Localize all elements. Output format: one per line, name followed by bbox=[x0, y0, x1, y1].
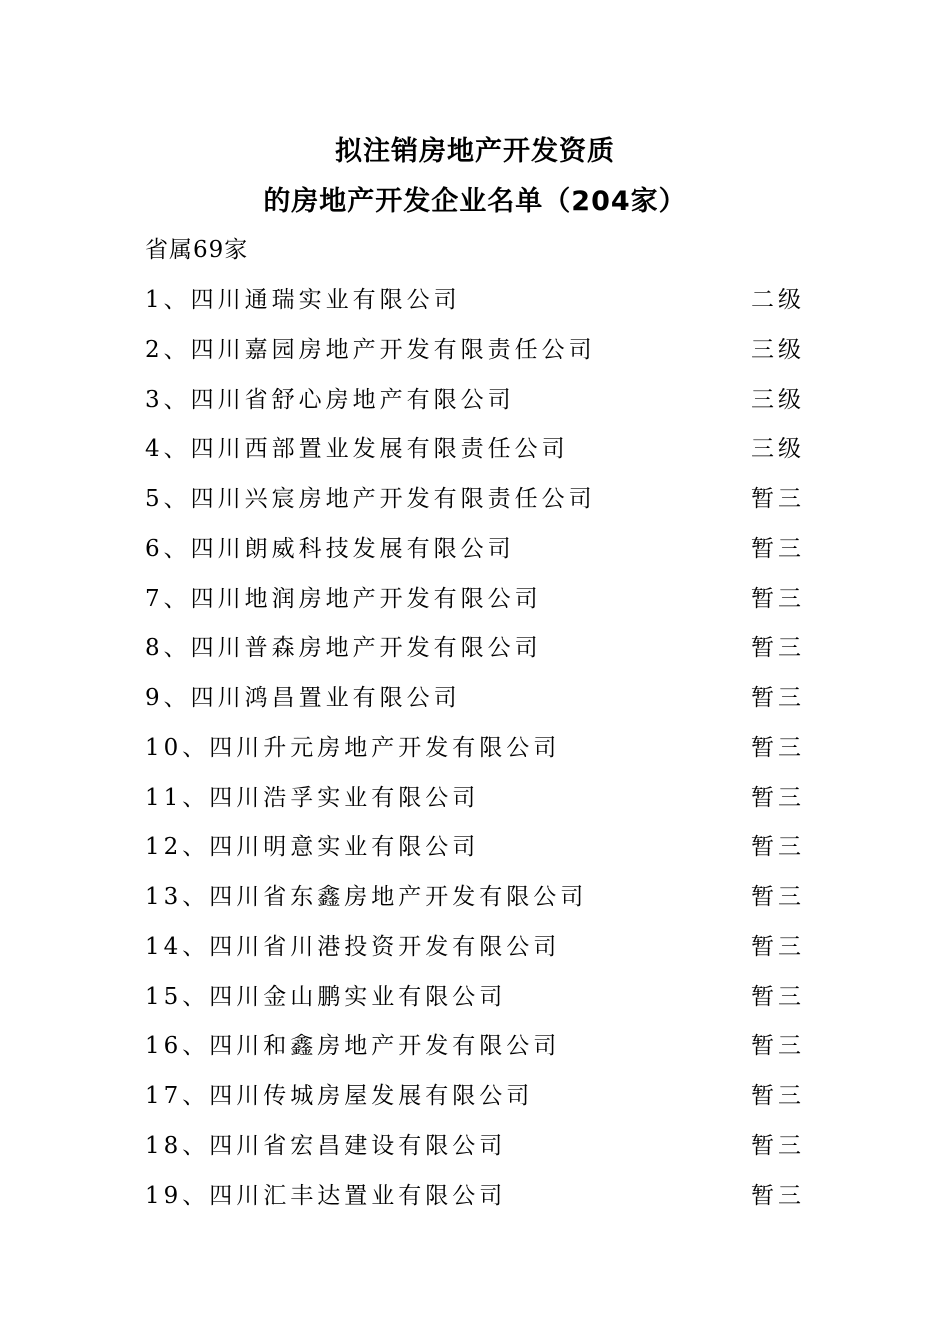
qualification-level: 暂三 bbox=[751, 486, 805, 512]
qualification-level: 三级 bbox=[751, 336, 805, 363]
list-item bbox=[145, 380, 805, 430]
company-list bbox=[145, 280, 805, 1225]
company-name: 13、四川省东鑫房地产开发有限公司 bbox=[145, 884, 588, 910]
company-name: 15、四川金山鹏实业有限公司 bbox=[145, 983, 507, 1010]
company-name: 11、四川浩孚实业有限公司 bbox=[145, 784, 480, 811]
qualification-level: 暂三 bbox=[751, 585, 805, 612]
company-name: 5、四川兴宸房地产开发有限责任公司 bbox=[145, 486, 596, 512]
list-item bbox=[145, 579, 805, 629]
company-name: 18、四川省宏昌建设有限公司 bbox=[145, 1132, 507, 1159]
list-item bbox=[145, 977, 805, 1027]
qualification-level: 暂三 bbox=[751, 1182, 805, 1209]
qualification-level: 暂三 bbox=[751, 1083, 805, 1109]
list-item bbox=[145, 877, 805, 927]
list-item bbox=[145, 280, 805, 330]
qualification-level: 三级 bbox=[751, 436, 805, 463]
qualification-level: 暂三 bbox=[751, 784, 805, 811]
list-item bbox=[145, 429, 805, 479]
company-name: 9、四川鸿昌置业有限公司 bbox=[145, 685, 461, 711]
list-item bbox=[145, 1126, 805, 1176]
company-name: 19、四川汇丰达置业有限公司 bbox=[145, 1182, 507, 1209]
company-name: 3、四川省舒心房地产有限公司 bbox=[145, 386, 515, 413]
company-name: 16、四川和鑫房地产开发有限公司 bbox=[145, 1033, 561, 1060]
list-item bbox=[145, 1176, 805, 1226]
list-item bbox=[145, 529, 805, 579]
company-name: 7、四川地润房地产开发有限公司 bbox=[145, 585, 542, 612]
company-name: 4、四川西部置业发展有限责任公司 bbox=[145, 436, 569, 463]
qualification-level: 暂三 bbox=[751, 1132, 805, 1159]
list-item bbox=[145, 628, 805, 678]
company-name: 8、四川普森房地产开发有限公司 bbox=[145, 635, 542, 662]
qualification-level: 二级 bbox=[751, 287, 805, 313]
qualification-level: 暂三 bbox=[751, 535, 805, 562]
company-name: 1、四川通瑞实业有限公司 bbox=[145, 287, 461, 313]
qualification-level: 暂三 bbox=[751, 933, 805, 960]
company-name: 2、四川嘉园房地产开发有限责任公司 bbox=[145, 336, 596, 363]
qualification-level: 三级 bbox=[751, 386, 805, 413]
list-item bbox=[145, 678, 805, 728]
list-item bbox=[145, 927, 805, 977]
document-title-line-2: 的房地产开发企业名单（204家） bbox=[263, 186, 687, 217]
company-name: 10、四川升元房地产开发有限公司 bbox=[145, 734, 561, 761]
list-item bbox=[145, 827, 805, 877]
company-name: 12、四川明意实业有限公司 bbox=[145, 834, 480, 861]
qualification-level: 暂三 bbox=[751, 685, 805, 711]
qualification-level: 暂三 bbox=[751, 635, 805, 662]
company-name: 14、四川省川港投资开发有限公司 bbox=[145, 933, 561, 960]
qualification-level: 暂三 bbox=[751, 834, 805, 861]
company-name: 17、四川传城房屋发展有限公司 bbox=[145, 1083, 534, 1109]
qualification-level: 暂三 bbox=[751, 884, 805, 910]
list-item bbox=[145, 479, 805, 529]
company-name: 6、四川朗威科技发展有限公司 bbox=[145, 535, 515, 562]
list-item bbox=[145, 728, 805, 778]
list-item bbox=[145, 1076, 805, 1126]
list-item bbox=[145, 330, 805, 380]
qualification-level: 暂三 bbox=[751, 1033, 805, 1060]
document-title-line-1: 拟注销房地产开发资质 bbox=[335, 136, 615, 167]
qualification-level: 暂三 bbox=[751, 734, 805, 761]
list-item bbox=[145, 778, 805, 828]
list-item bbox=[145, 1026, 805, 1076]
qualification-level: 暂三 bbox=[751, 983, 805, 1010]
section-label: 省属69家 bbox=[145, 237, 249, 263]
